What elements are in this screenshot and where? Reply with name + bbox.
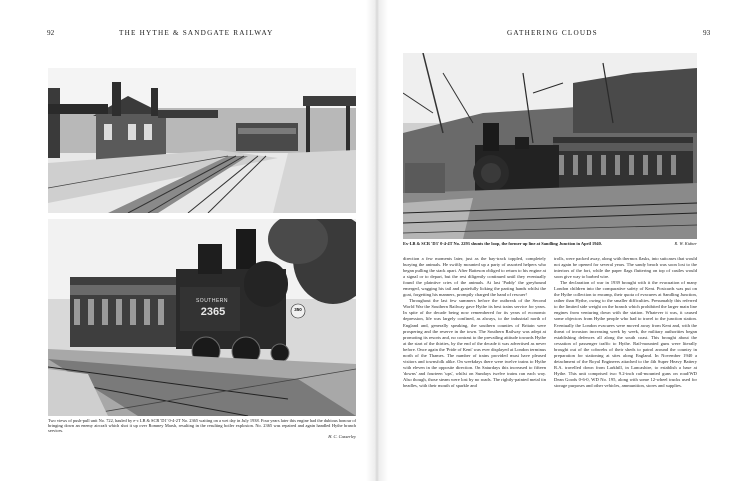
paragraph: direction a few moments later, just as the bay-track toppled, completely burying the animals. He swiftly mounted up a party of assorted helpers who began pulling the stack apart. After Batteson obliged to return to his engine at a signal or to depart, but the rest diligently continued until they eventually found the plaintive cries of the animals. At last 'Paddy' the greyhound emerged, wagging his tail and gratefully licking the parting hands whilst the goat, forgetting his manners, promptly charged the hand of rescuer! [403,256,546,298]
right-caption [403,241,697,246]
right-caption-text: Ex-LB & SCR 'D3' 0-4-4T No. 2293 shunts the loop, the former up line at Sandling Junction in April 1940. [403,241,602,246]
paragraph: The declaration of war in 1939 brought with it the evacuation of many London children into the comparative safety of Kent. Postcards was put on the Hythe collection to encamp, their quota of evacuees at Sandling Junction, rather than Hythe, owing to the smaller difficulties. Presumably this referred to the limited side weight on the branch which prohibited the larger main line engines from venturing down with the station. Whatever it was, it caused some objectors from Hythe people who had to travel to the junction station. Eventually the London evacuees were moved away from Kent and, with the threat of invasion increasing week by week, the military authorities began establishing defences all along the south coast. This brought about the cessation of passenger traffic to Hythe. Rail-mounted guns were literally brought out of the cobwebs of their sheds to patrol around the country in preparation for stationing at sites along England. In November 1940 a detachment of the Royal Engineers attached to the 4th Super Heavy Battery R.A. travelled down from Larkhill, in Lancashire, to establish a base at Hythe. This unit comprised two 9.2-inch rail-mounted guns on road/WD Dean Goods 0-6-0, WD No. 195, along with some 12-wheel trucks used for storage purposes and other vehicles, ammunition, stores and supplies. [554,280,697,388]
right-page [386,0,750,481]
left-caption-credit: H. C. Casserley [328,433,356,439]
left-page-number: 92 [47,29,55,37]
left-running-head: THE HYTHE & SANDGATE RAILWAY [119,29,274,37]
sandling-junction-photo [403,53,697,239]
loco-tank-lettering: SOUTHERN [195,298,229,304]
left-caption [48,418,356,439]
body-column-2 [554,256,697,389]
loco-number-plate: 2365 [200,306,226,318]
body-column-1 [403,256,546,389]
station-photo [48,68,356,213]
paragraph: Throughout the last few summers before the outbreak of the Second World War the Southern Railway gave Hythe its best trains service for years. In spite of the decade being now remembered for its years of economic depression, life was largely confined, as always, to the industrial north of England and, generally speaking, the southern counties of Britain were prospering and the reserve in the town. The Southern Railway was adept at promoting its resorts and, no contrast to the prevailing attitude towards Hythe at the start of the thirties, by the end of the decade it was advertised as never before. Once again the 'Pride of Kent' was ever displayed at London terminus north of the Thames. The number of trains provided must have pleased visitors and townsfolk alike. On weekdays there were twelve trains to Hythe with eleven in the opposite direction. On Saturdays this increased to fifteen 'downs' and fourteen 'ups', whilst on Sundays twelve trains ran each way. Also though, those steam were lost by no roads. The rightly-painted metal tin beadles, with their mouth of sparkle and [403,298,546,388]
locomotive-2365-photo [48,219,356,416]
left-caption-text: Two views of push-pull unit No. 722, hauled by e-c LB & SCR 'D1' 0-4-2T No. 2365 waiting on a wet day in July 1938. Four years later this engine had the dubious honour of bringing down an enemy aircraft which shot it up over Romney Marsh, resulting in the resulting boiler explosion. No. 2365 was repaired and again handled Hythe branch services. [48,418,356,434]
headcode-disc-number: 350 [294,307,302,312]
book-gutter [366,0,388,481]
right-page-number: 93 [703,29,711,37]
paragraph: trolls, were packed away, along with thermos flasks, into suitcases that would not again be opened for several years. The sandy beach was soon lost to the interiors of the fort, while the paper flags fluttering on top of castles would soon give way to barbed wire. [554,256,697,280]
right-running-head: GATHERING CLOUDS [507,29,598,37]
left-page [0,0,370,481]
right-caption-credit: R. W. Kidner [674,241,697,246]
body-text-columns [403,256,697,389]
